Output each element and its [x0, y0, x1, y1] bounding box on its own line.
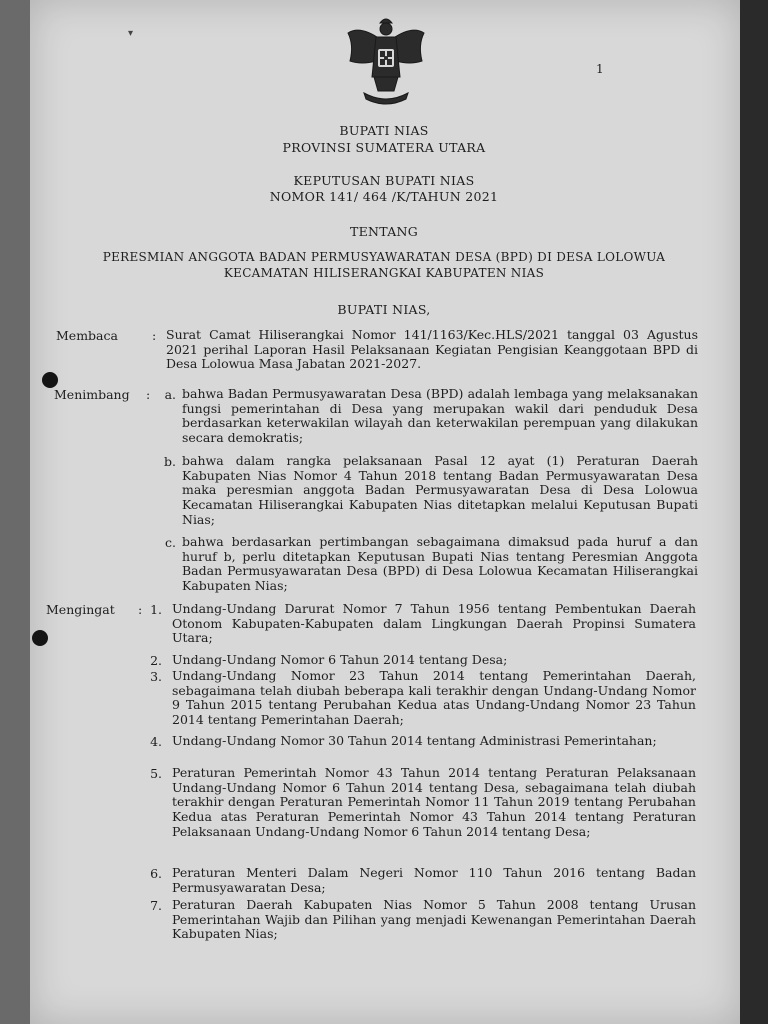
mengingat-item-5: Peraturan Pemerintah Nomor 43 Tahun 2014 tentang Peraturan Pelaksanaan Undang-Undang Nomor 6 Tahun 2014 tentang Desa, sebagaimana telah diubah terakhir dengan Peraturan Pemerintah Nomor 11 Tahun 2019 tentang Perubahan Kedua atas Peraturan Pemerintah Nomor 43 Tahun 2014 tentang Peraturan Pelaksanaan Undang-Undang Nomor 6 Tahun 2014 tentang Desa;: [172, 765, 696, 839]
mengingat-item-4: Undang-Undang Nomor 30 Tahun 2014 tentang Administrasi Pemerintahan;: [172, 733, 657, 748]
mengingat-marker-7: 7.: [150, 898, 162, 913]
mengingat-item-6: Peraturan Menteri Dalam Negeri Nomor 110 Tahun 2016 tentang Badan Permusyawaratan Desa;: [172, 865, 696, 895]
mengingat-marker-1: 1.: [150, 602, 162, 617]
membaca-colon: :: [152, 328, 157, 343]
menimbang-item-c: bahwa berdasarkan pertimbangan sebagaimana dimaksud pada huruf a dan huruf b, perlu ditetapkan Keputusan Bupati Nias tentang Peresmian Anggota Badan Permusyawaratan Desa (BPD) di Desa Lolowua Kecamatan Hiliserangkai Kabupaten Nias;: [182, 534, 698, 594]
mengingat-marker-4: 4.: [150, 734, 162, 749]
decree-title: KEPUTUSAN BUPATI NIAS: [293, 173, 475, 188]
authority-heading: BUPATI NIAS,: [337, 302, 431, 317]
mengingat-colon: :: [138, 602, 143, 617]
mengingat-marker-6: 6.: [150, 866, 162, 881]
mengingat-marker-2: 2.: [150, 653, 162, 668]
header-line-2: PROVINSI SUMATERA UTARA: [282, 140, 486, 155]
menimbang-colon: :: [146, 387, 151, 402]
mengingat-item-1: Undang-Undang Darurat Nomor 7 Tahun 1956 tentang Pembentukan Daerah Otonom Kabupaten-Kabupaten dalam Lingkungan Daerah Propinsi Sumatera Utara;: [172, 601, 696, 646]
menimbang-item-b: bahwa dalam rangka pelaksanaan Pasal 12 ayat (1) Peraturan Daerah Kabupaten Nias Nomor 4 Tahun 2018 tentang Badan Permusyawaratan Desa maka peresmian anggota Badan Permusyawaratan Desa di Desa Lolowua Kecamatan Hiliserangkai Kabupaten Nias ditetapkan melalui Keputusan Bupati Nias;: [182, 453, 698, 527]
garuda-emblem-icon: [340, 15, 432, 107]
menimbang-marker-a: a.: [164, 387, 176, 402]
mengingat-marker-5: 5.: [150, 766, 162, 781]
mengingat-item-7: Peraturan Daerah Kabupaten Nias Nomor 5 Tahun 2008 tentang Urusan Pemerintahan Wajib dan Pilihan yang menjadi Kewenangan Pemerintahan Daerah Kabupaten Nias;: [172, 897, 696, 942]
mengingat-marker-3: 3.: [150, 669, 162, 684]
subject-line-1: PERESMIAN ANGGOTA BADAN PERMUSYAWARATAN DESA (BPD) DI DESA LOLOWUA: [102, 250, 666, 264]
membaca-text: Surat Camat Hiliserangkai Nomor 141/1163/Kec.HLS/2021 tanggal 03 Agustus 2021 perihal Laporan Hasil Pelaksanaan Kegiatan Pengisian Keanggotaan BPD di Desa Lolowua Masa Jabatan 2021-2027.: [166, 327, 698, 372]
menimbang-marker-b: b.: [164, 454, 176, 469]
mengingat-item-3: Undang-Undang Nomor 23 Tahun 2014 tentang Pemerintahan Daerah, sebagaimana telah diubah beberapa kali terakhir dengan Undang-Undang Nomor 9 Tahun 2015 tentang Perubahan Kedua atas Undang-Undang Nomor 23 Tahun 2014 tentang Pemerintahan Daerah;: [172, 668, 696, 728]
menimbang-marker-c: c.: [165, 535, 176, 550]
scan-mark: ▾: [128, 28, 134, 39]
membaca-label: Membaca: [56, 328, 118, 343]
menimbang-label: Menimbang: [54, 387, 130, 402]
mengingat-item-2: Undang-Undang Nomor 6 Tahun 2014 tentang Desa;: [172, 652, 508, 667]
page-number: 1: [596, 62, 604, 76]
punch-hole-bottom: [32, 630, 48, 646]
decree-number: NOMOR 141/ 464 /K/TAHUN 2021: [269, 189, 499, 204]
punch-hole-top: [42, 372, 58, 388]
tentang-heading: TENTANG: [349, 224, 419, 239]
menimbang-item-a: bahwa Badan Permusyawaratan Desa (BPD) adalah lembaga yang melaksanakan fungsi pemerintahan di Desa yang merupakan wakil dari penduduk Desa berdasarkan keterwakilan wilayah dan keterwakilan perempuan yang dilakukan secara demokratis;: [182, 386, 698, 446]
mengingat-label: Mengingat: [46, 602, 115, 617]
header-line-1: BUPATI NIAS: [339, 123, 429, 138]
subject-line-2: KECAMATAN HILISERANGKAI KABUPATEN NIAS: [223, 266, 545, 280]
